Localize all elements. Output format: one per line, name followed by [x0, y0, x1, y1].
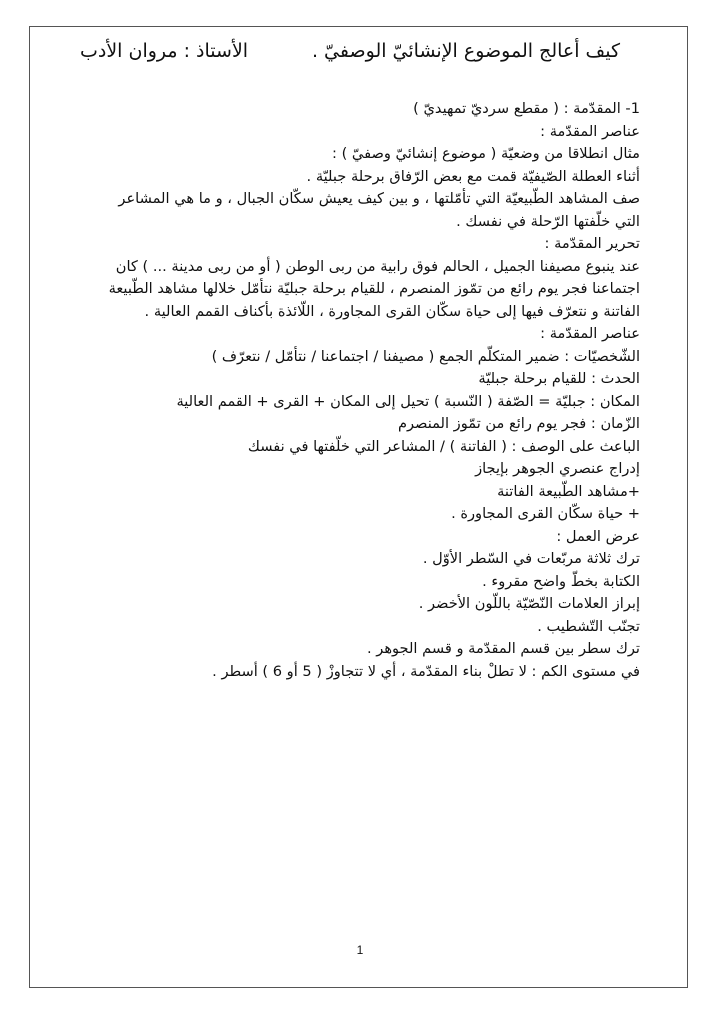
page-title: كيف أعالج الموضوع الإنشائيّ الوصفيّ . [311, 40, 620, 62]
example-situation: أثناء العطلة الصّيفيّة قمت مع بعض الرّفاق برحلة جبليّة . [306, 167, 640, 185]
element-place: المكان : جبليّة = الصّفة ( النّسبة ) تحيل إلى المكان + القرى + القمم العالية [176, 392, 640, 410]
presentation-rule-length: في مستوى الكم : لا تطلْ بناء المقدّمة ، أي لا تتجاوزْ ( 5 أو 6 ) أسطر . [212, 662, 640, 680]
page-number: 1 [356, 943, 364, 957]
section-heading-introduction: 1- المقدّمة : ( مقطع سرديّ تمهيديّ ) [413, 100, 640, 117]
body-element-villagers: + حياة سكّان القرى المجاورة . [451, 505, 640, 522]
element-characters: الشّخصيّات : ضمير المتكلّم الجمع ( مصيفنا / اجتماعنا / نتأمّل / نتعرّف ) [211, 347, 640, 365]
presentation-rule-indent: ترك ثلاثة مربّعات في السّطر الأوّل . [422, 550, 640, 567]
example-task: صف المشاهد الطّبيعيّة التي تأمّلتها ، و بين كيف يعيش سكّان الجبال ، و ما هي المشاعر التي خلّفتها الرّحلة في نفسك . [118, 190, 640, 230]
page-header [80, 40, 620, 74]
introduction-elements-label-2: عناصر المقدّمة : [540, 325, 640, 342]
presentation-rule-blank-line: ترك سطر بين قسم المقدّمة و قسم الجوهر . [366, 640, 640, 657]
teacher-name: الأستاذ : مروان الأدب [80, 40, 249, 62]
body-element-nature: +مشاهد الطّبيعة الفاتنة [497, 482, 640, 500]
presentation-label: عرض العمل : [556, 527, 640, 545]
introduction-writing-label: تحرير المقدّمة : [544, 235, 640, 252]
example-label: مثال انطلاقا من وضعيّة ( موضوع إنشائيّ وصفيّ ) : [332, 145, 640, 162]
element-motive: الباعث على الوصف : ( الفاتنة ) / المشاعر التي خلّفتها في نفسك [247, 437, 640, 455]
introduction-paragraph: عند ينبوع مصيفنا الجميل ، الحالم فوق رابية من ربى الوطن ( أو من ربى مدينة ... ) كان اجتماعنا فجر يوم رائع من تمّوز المنصرم ، للقيام برحلة جبليّة نتأمّل خلالها مشاهد الطّبيعة الفاتنة و نتعرّف فيها إلى حياة سكّان القرى المجاورة ، اللّائذة بأكناف القمم العالية . [108, 257, 640, 320]
presentation-rule-no-crossing: تجنّب التّشطيب . [537, 617, 640, 635]
element-time: الزّمان : فجر يوم رائع من تمّوز المنصرم [397, 415, 640, 432]
presentation-rule-markers: إبراز العلامات النّصّيّة باللّون الأخضر . [418, 595, 640, 612]
introduction-elements-label: عناصر المقدّمة : [540, 122, 640, 140]
document-body [95, 98, 640, 683]
element-event: الحدث : للقيام برحلة جبليّة [478, 370, 640, 387]
presentation-rule-handwriting: الكتابة بخطّ واضح مقروء . [482, 572, 640, 590]
body-elements-intro: إدراج عنصري الجوهر بإيجاز [475, 460, 640, 477]
